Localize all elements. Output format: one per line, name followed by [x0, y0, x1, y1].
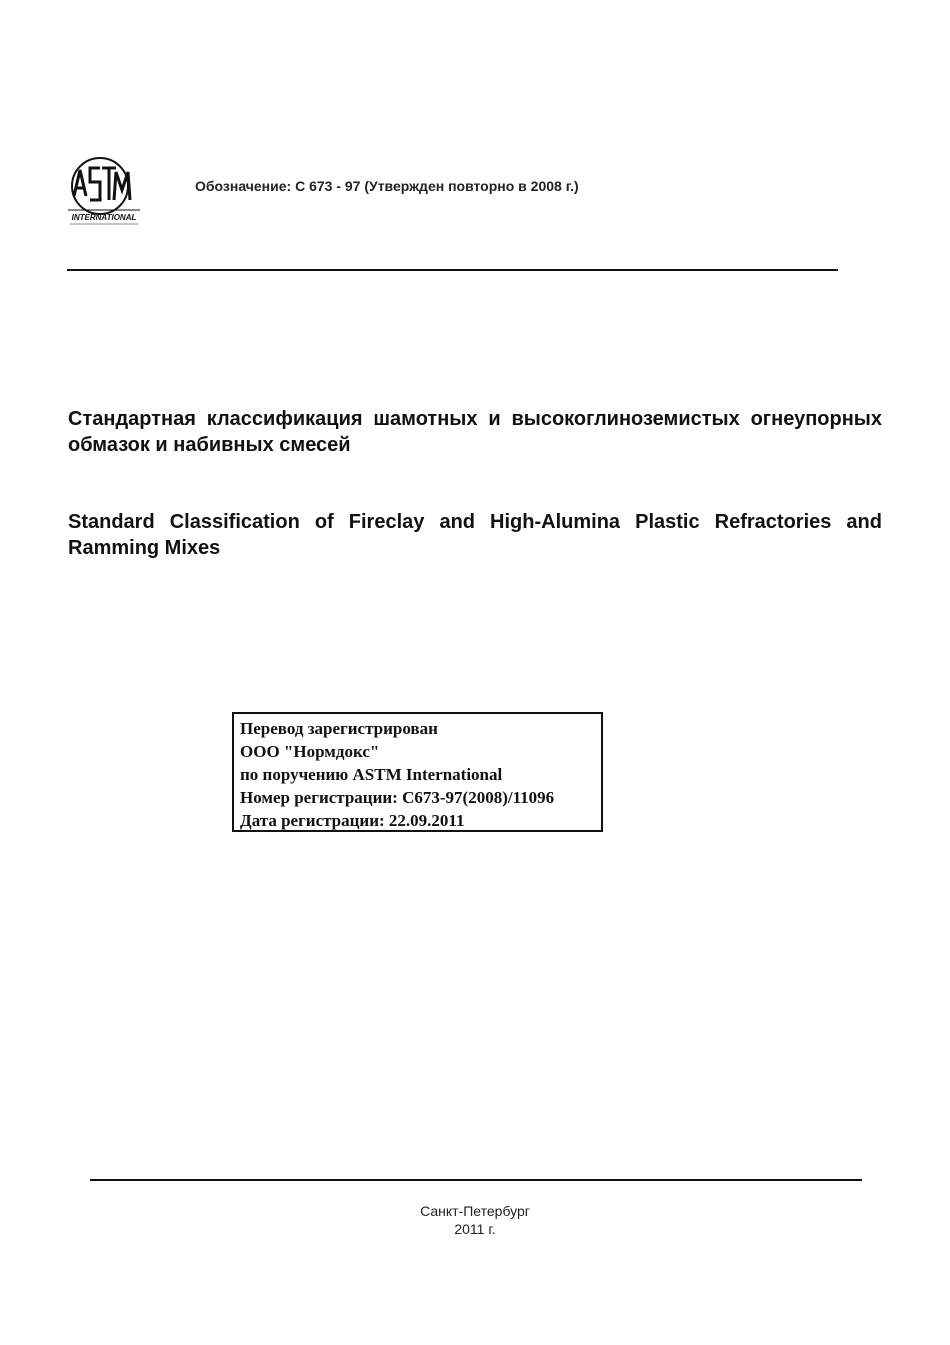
- registration-line: по поручению ASTM International: [240, 765, 503, 784]
- registration-line: Перевод зарегистрирован: [240, 719, 438, 738]
- title-english: Standard Classification of Fireclay and High-Alumina Plastic Refractories and Ramming Mixes: [68, 511, 882, 559]
- footer-divider: [90, 1179, 862, 1181]
- title-russian: Стандартная классификация шамотных и высокоглиноземистых огнеупорных обмазок и набивных смесей: [68, 408, 882, 456]
- footer-city: Санкт-Петербург: [420, 1203, 530, 1219]
- footer-year: 2011 г.: [454, 1221, 496, 1237]
- registration-line: ООО "Нормдокс": [240, 742, 380, 761]
- logo-text: INTERNATIONAL: [71, 213, 137, 222]
- registration-box: [232, 712, 603, 832]
- document-designation: Обозначение: C 673 - 97 (Утвержден повторно в 2008 г.): [195, 178, 579, 194]
- registration-line: Номер регистрации: C673-97(2008)/11096: [240, 788, 555, 807]
- astm-logo-icon: [64, 156, 144, 230]
- registration-line: Дата регистрации: 22.09.2011: [240, 811, 465, 830]
- header-divider: [67, 269, 838, 271]
